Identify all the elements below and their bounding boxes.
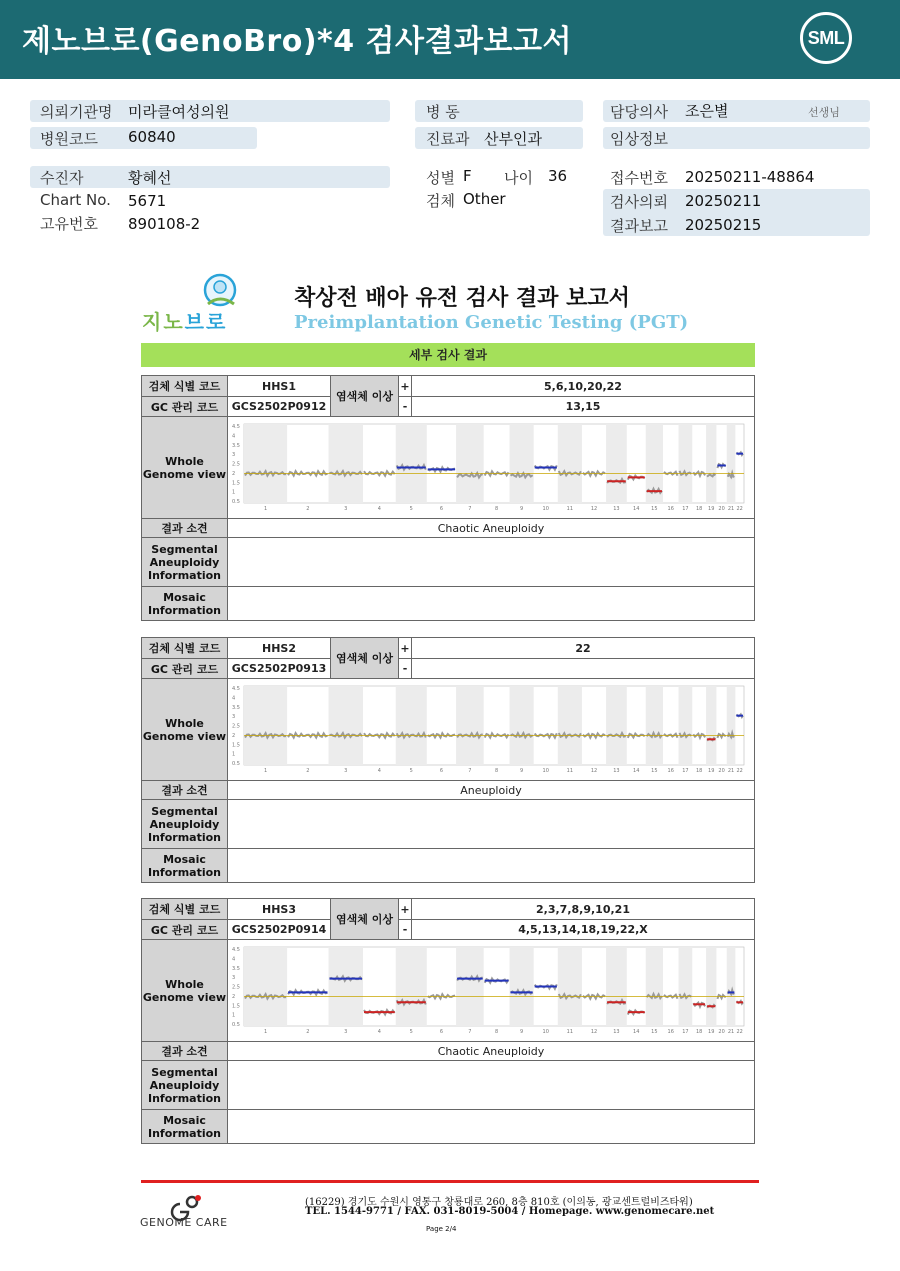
gc-code-label: GC 관리 코드 <box>142 397 228 417</box>
chromosome-band <box>678 686 692 765</box>
x-tick-label: 14 <box>633 1029 640 1035</box>
x-tick-label: 15 <box>651 1029 658 1035</box>
gain-sign: + <box>399 899 412 920</box>
segmental-value <box>228 800 755 849</box>
x-tick-label: 12 <box>590 506 598 512</box>
company-name: GENOME CARE <box>140 1216 228 1229</box>
institution-value: 미라클여성의원 <box>128 103 230 121</box>
segmental-label: Segmental Aneuploidy Information <box>142 1061 228 1110</box>
x-tick-label: 3 <box>344 506 348 512</box>
chromosome-band <box>706 947 716 1026</box>
chromosome-band <box>244 947 287 1026</box>
y-tick-label: 2.5 <box>232 461 240 468</box>
mosaic-value <box>228 587 755 621</box>
ward-label: 병 동 <box>426 103 460 121</box>
x-tick-label: 2 <box>306 506 310 512</box>
gain-sign: + <box>399 638 412 659</box>
x-tick-label: 16 <box>667 1029 674 1035</box>
page-title: 제노브로(GenoBro)*4 검사결과보고서 <box>22 24 572 59</box>
segmental-label: Segmental Aneuploidy Information <box>142 538 228 587</box>
gc-code-value: GCS2502P0912 <box>228 397 331 417</box>
whole-genome-plot <box>230 419 752 513</box>
chromosome-band <box>678 424 692 503</box>
chromosome-abnormal-label: 염색체 이상 <box>331 638 399 679</box>
specimen-code-value: HHS2 <box>228 638 331 659</box>
page-number: Page 2/4 <box>426 1225 457 1233</box>
loss-sign: - <box>399 397 412 417</box>
y-tick-label: 3.5 <box>232 965 240 972</box>
chart-no-label: Chart No. <box>40 191 111 209</box>
sex-value: F <box>463 167 472 185</box>
whole-genome-label: Whole Genome view <box>142 679 228 781</box>
section-title: 세부 검사 결과 <box>141 343 755 367</box>
x-tick-label: 2 <box>306 1029 310 1035</box>
chromosome-band <box>558 686 582 765</box>
y-tick-label: 3.5 <box>232 704 240 711</box>
x-tick-label: 9 <box>519 1029 524 1035</box>
x-tick-label: 3 <box>344 768 348 774</box>
x-tick-label: 21 <box>727 768 735 774</box>
patient-value: 황혜선 <box>128 169 172 187</box>
finding-label: 결과 소견 <box>142 1042 228 1061</box>
chromosome-band <box>510 947 534 1026</box>
y-tick-label: 3.5 <box>232 442 240 449</box>
specimen-code-label: 검체 식별 코드 <box>142 899 228 920</box>
y-tick-label: 4 <box>232 433 236 440</box>
mosaic-label: Mosaic Information <box>142 849 228 883</box>
sex-label: 성별 <box>426 169 455 187</box>
x-tick-label: 20 <box>718 768 725 774</box>
whole-genome-plot-cell <box>228 417 755 519</box>
loss-sign: - <box>399 920 412 940</box>
x-tick-label: 19 <box>708 1029 715 1035</box>
whole-genome-plot-cell <box>228 940 755 1042</box>
y-tick-label: 4 <box>232 956 236 963</box>
x-tick-label: 5 <box>409 506 413 512</box>
y-tick-label: 2 <box>232 470 236 477</box>
x-tick-label: 13 <box>613 768 620 774</box>
x-tick-label: 10 <box>542 768 549 774</box>
chromosome-band <box>727 686 736 765</box>
x-tick-label: 17 <box>682 768 689 774</box>
unique-no-label: 고유번호 <box>40 215 98 233</box>
x-tick-label: 1 <box>263 768 268 774</box>
chromosome-band <box>606 947 627 1026</box>
x-tick-label: 15 <box>651 506 658 512</box>
hospital-code-label: 병원코드 <box>40 130 98 148</box>
chromosome-band <box>646 947 663 1026</box>
x-tick-label: 17 <box>682 506 689 512</box>
x-tick-label: 7 <box>468 506 472 512</box>
x-tick-label: 14 <box>633 506 640 512</box>
y-tick-label: 1 <box>232 489 236 496</box>
unique-no-value: 890108-2 <box>128 215 201 233</box>
whole-genome-label: Whole Genome view <box>142 417 228 519</box>
chromosome-band <box>606 686 627 765</box>
y-tick-label: 0.5 <box>232 1022 240 1028</box>
mosaic-value <box>228 1110 755 1144</box>
chromosome-band <box>727 947 736 1026</box>
request-date: 20250211 <box>685 192 762 210</box>
receipt-value: 20250211-48864 <box>685 168 815 186</box>
clinical-label: 임상정보 <box>610 130 668 148</box>
gain-sign: + <box>399 376 412 397</box>
sample-table <box>141 637 755 883</box>
report-date: 20250215 <box>685 216 762 234</box>
sml-logo-text: SML <box>807 28 845 48</box>
report-subtitle: Preimplantation Genetic Testing (PGT) <box>294 312 689 333</box>
y-tick-label: 2 <box>232 993 236 1000</box>
chromosome-band <box>606 424 627 503</box>
specimen-code-value: HHS3 <box>228 899 331 920</box>
chromosome-band <box>328 686 362 765</box>
x-tick-label: 4 <box>377 506 381 512</box>
x-tick-label: 7 <box>468 1029 472 1035</box>
x-tick-label: 16 <box>667 506 674 512</box>
sample-table <box>141 898 755 1144</box>
gc-code-label: GC 관리 코드 <box>142 920 228 940</box>
y-tick-label: 1 <box>232 1012 236 1019</box>
x-tick-label: 8 <box>494 768 499 774</box>
x-tick-label: 18 <box>695 768 703 774</box>
mosaic-label: Mosaic Information <box>142 587 228 621</box>
x-tick-label: 4 <box>377 1029 381 1035</box>
report-title: 착상전 배아 유전 검사 결과 보고서 <box>294 286 630 311</box>
x-tick-label: 22 <box>736 768 743 774</box>
gc-code-label: GC 관리 코드 <box>142 659 228 679</box>
x-tick-label: 19 <box>708 506 715 512</box>
x-tick-label: 11 <box>566 768 574 774</box>
x-tick-label: 13 <box>613 506 620 512</box>
chromosome-band <box>456 424 484 503</box>
chromosome-band <box>244 686 287 765</box>
y-tick-label: 3 <box>232 975 236 982</box>
y-tick-label: 1.5 <box>232 480 240 487</box>
dept-label: 진료과 <box>426 130 470 148</box>
chromosome-band <box>456 686 484 765</box>
gain-chromosomes: 22 <box>412 638 755 659</box>
x-tick-label: 4 <box>377 768 381 774</box>
chromosome-band <box>646 686 663 765</box>
footer-address: (16229) 경기도 수원시 영통구 창룡대로 260, 8층 810호 (이의동, 광교센트럴비즈타워) <box>305 1197 693 1208</box>
report-label: 결과보고 <box>610 217 668 235</box>
specimen-code-label: 검체 식별 코드 <box>142 376 228 397</box>
whole-genome-plot <box>230 942 752 1036</box>
loss-sign: - <box>399 659 412 679</box>
x-tick-label: 22 <box>736 506 743 512</box>
x-tick-label: 19 <box>708 768 715 774</box>
finding-value: Chaotic Aneuploidy <box>228 1042 755 1061</box>
x-tick-label: 20 <box>718 1029 725 1035</box>
x-tick-label: 8 <box>494 506 499 512</box>
x-tick-label: 12 <box>590 1029 598 1035</box>
x-tick-label: 18 <box>695 506 703 512</box>
segmental-value <box>228 1061 755 1110</box>
x-tick-label: 11 <box>566 1029 574 1035</box>
whole-genome-plot <box>230 681 752 775</box>
segmental-value <box>228 538 755 587</box>
doctor-suffix: 선생님 <box>808 106 840 119</box>
chromosome-band <box>558 424 582 503</box>
footer-contact: TEL. 1544-9771 / FAX. 031-8019-5004 / Homepage. www.genomecare.net <box>305 1206 715 1217</box>
x-tick-label: 10 <box>542 506 549 512</box>
y-tick-label: 3 <box>232 714 236 721</box>
y-tick-label: 2.5 <box>232 984 240 991</box>
y-tick-label: 1.5 <box>232 1003 240 1010</box>
specimen-code-value: HHS1 <box>228 376 331 397</box>
x-tick-label: 12 <box>590 768 598 774</box>
finding-label: 결과 소견 <box>142 519 228 538</box>
chromosome-band <box>396 947 427 1026</box>
mosaic-value <box>228 849 755 883</box>
x-tick-label: 13 <box>613 1029 620 1035</box>
age-label: 나이 <box>504 169 533 187</box>
doctor-label: 담당의사 <box>610 103 668 121</box>
chromosome-band <box>727 424 736 503</box>
loss-chromosomes <box>412 659 755 679</box>
x-tick-label: 15 <box>651 768 658 774</box>
x-tick-label: 22 <box>736 1029 743 1035</box>
chromosome-band <box>396 686 427 765</box>
x-tick-label: 3 <box>344 1029 348 1035</box>
x-tick-label: 5 <box>409 768 413 774</box>
specimen-value: Other <box>463 190 506 208</box>
x-tick-label: 21 <box>727 506 735 512</box>
hospital-code-value: 60840 <box>128 128 176 146</box>
y-tick-label: 4.5 <box>232 424 240 430</box>
y-tick-label: 4.5 <box>232 686 240 692</box>
x-tick-label: 5 <box>409 1029 413 1035</box>
x-tick-label: 18 <box>695 1029 703 1035</box>
x-tick-label: 6 <box>439 1029 444 1035</box>
loss-chromosomes: 13,15 <box>412 397 755 417</box>
y-tick-label: 2 <box>232 732 236 739</box>
gain-chromosomes: 5,6,10,20,22 <box>412 376 755 397</box>
x-tick-label: 14 <box>633 768 640 774</box>
y-tick-label: 3 <box>232 452 236 459</box>
x-tick-label: 7 <box>468 768 472 774</box>
x-tick-label: 20 <box>718 506 725 512</box>
x-tick-label: 11 <box>566 506 574 512</box>
mosaic-label: Mosaic Information <box>142 1110 228 1144</box>
chromosome-abnormal-label: 염색체 이상 <box>331 376 399 417</box>
x-tick-label: 6 <box>439 506 444 512</box>
x-tick-label: 9 <box>519 768 524 774</box>
patient-row <box>30 166 390 188</box>
chromosome-band <box>678 947 692 1026</box>
y-tick-label: 0.5 <box>232 761 240 767</box>
sml-logo <box>800 12 852 64</box>
chromosome-band <box>328 947 362 1026</box>
receipt-label: 접수번호 <box>610 169 668 187</box>
y-tick-label: 4 <box>232 695 236 702</box>
y-tick-label: 2.5 <box>232 723 240 730</box>
whole-genome-label: Whole Genome view <box>142 940 228 1042</box>
x-tick-label: 6 <box>439 768 444 774</box>
chromosome-band <box>510 424 534 503</box>
report-header <box>0 0 900 79</box>
y-tick-label: 0.5 <box>232 499 240 505</box>
gc-code-value: GCS2502P0913 <box>228 659 331 679</box>
finding-value: Aneuploidy <box>228 781 755 800</box>
x-tick-label: 21 <box>727 1029 735 1035</box>
x-tick-label: 10 <box>542 1029 549 1035</box>
footer-divider <box>141 1180 759 1183</box>
gc-code-value: GCS2502P0914 <box>228 920 331 940</box>
chromosome-band <box>244 424 287 503</box>
chromosome-band <box>396 424 427 503</box>
genobro-logo-text: 지노브로 <box>142 310 228 334</box>
chromosome-band <box>510 686 534 765</box>
specimen-label: 검체 <box>426 192 455 210</box>
x-tick-label: 9 <box>519 506 524 512</box>
y-tick-label: 4.5 <box>232 947 240 953</box>
x-tick-label: 1 <box>263 1029 268 1035</box>
patient-label: 수진자 <box>40 169 84 187</box>
gain-chromosomes: 2,3,7,8,9,10,21 <box>412 899 755 920</box>
loss-chromosomes: 4,5,13,14,18,19,22,X <box>412 920 755 940</box>
chromosome-band <box>706 424 716 503</box>
y-tick-label: 1 <box>232 751 236 758</box>
age-value: 36 <box>548 167 568 185</box>
segmental-label: Segmental Aneuploidy Information <box>142 800 228 849</box>
finding-label: 결과 소견 <box>142 781 228 800</box>
chart-no-value: 5671 <box>128 192 167 210</box>
doctor-value: 조은별 <box>685 102 729 120</box>
request-label: 검사의뢰 <box>610 193 668 211</box>
dept-value: 산부인과 <box>484 130 542 148</box>
y-tick-label: 1.5 <box>232 742 240 749</box>
chromosome-abnormal-label: 염색체 이상 <box>331 899 399 940</box>
specimen-code-label: 검체 식별 코드 <box>142 638 228 659</box>
whole-genome-plot-cell <box>228 679 755 781</box>
genobro-logo <box>142 272 252 332</box>
x-tick-label: 1 <box>263 506 268 512</box>
institution-label: 의뢰기관명 <box>40 103 113 121</box>
chromosome-band <box>706 686 716 765</box>
x-tick-label: 17 <box>682 1029 689 1035</box>
chromosome-band <box>558 947 582 1026</box>
x-tick-label: 16 <box>667 768 674 774</box>
chromosome-band <box>328 424 362 503</box>
x-tick-label: 2 <box>306 768 310 774</box>
x-tick-label: 8 <box>494 1029 499 1035</box>
chromosome-band <box>456 947 484 1026</box>
sample-table <box>141 375 755 621</box>
finding-value: Chaotic Aneuploidy <box>228 519 755 538</box>
